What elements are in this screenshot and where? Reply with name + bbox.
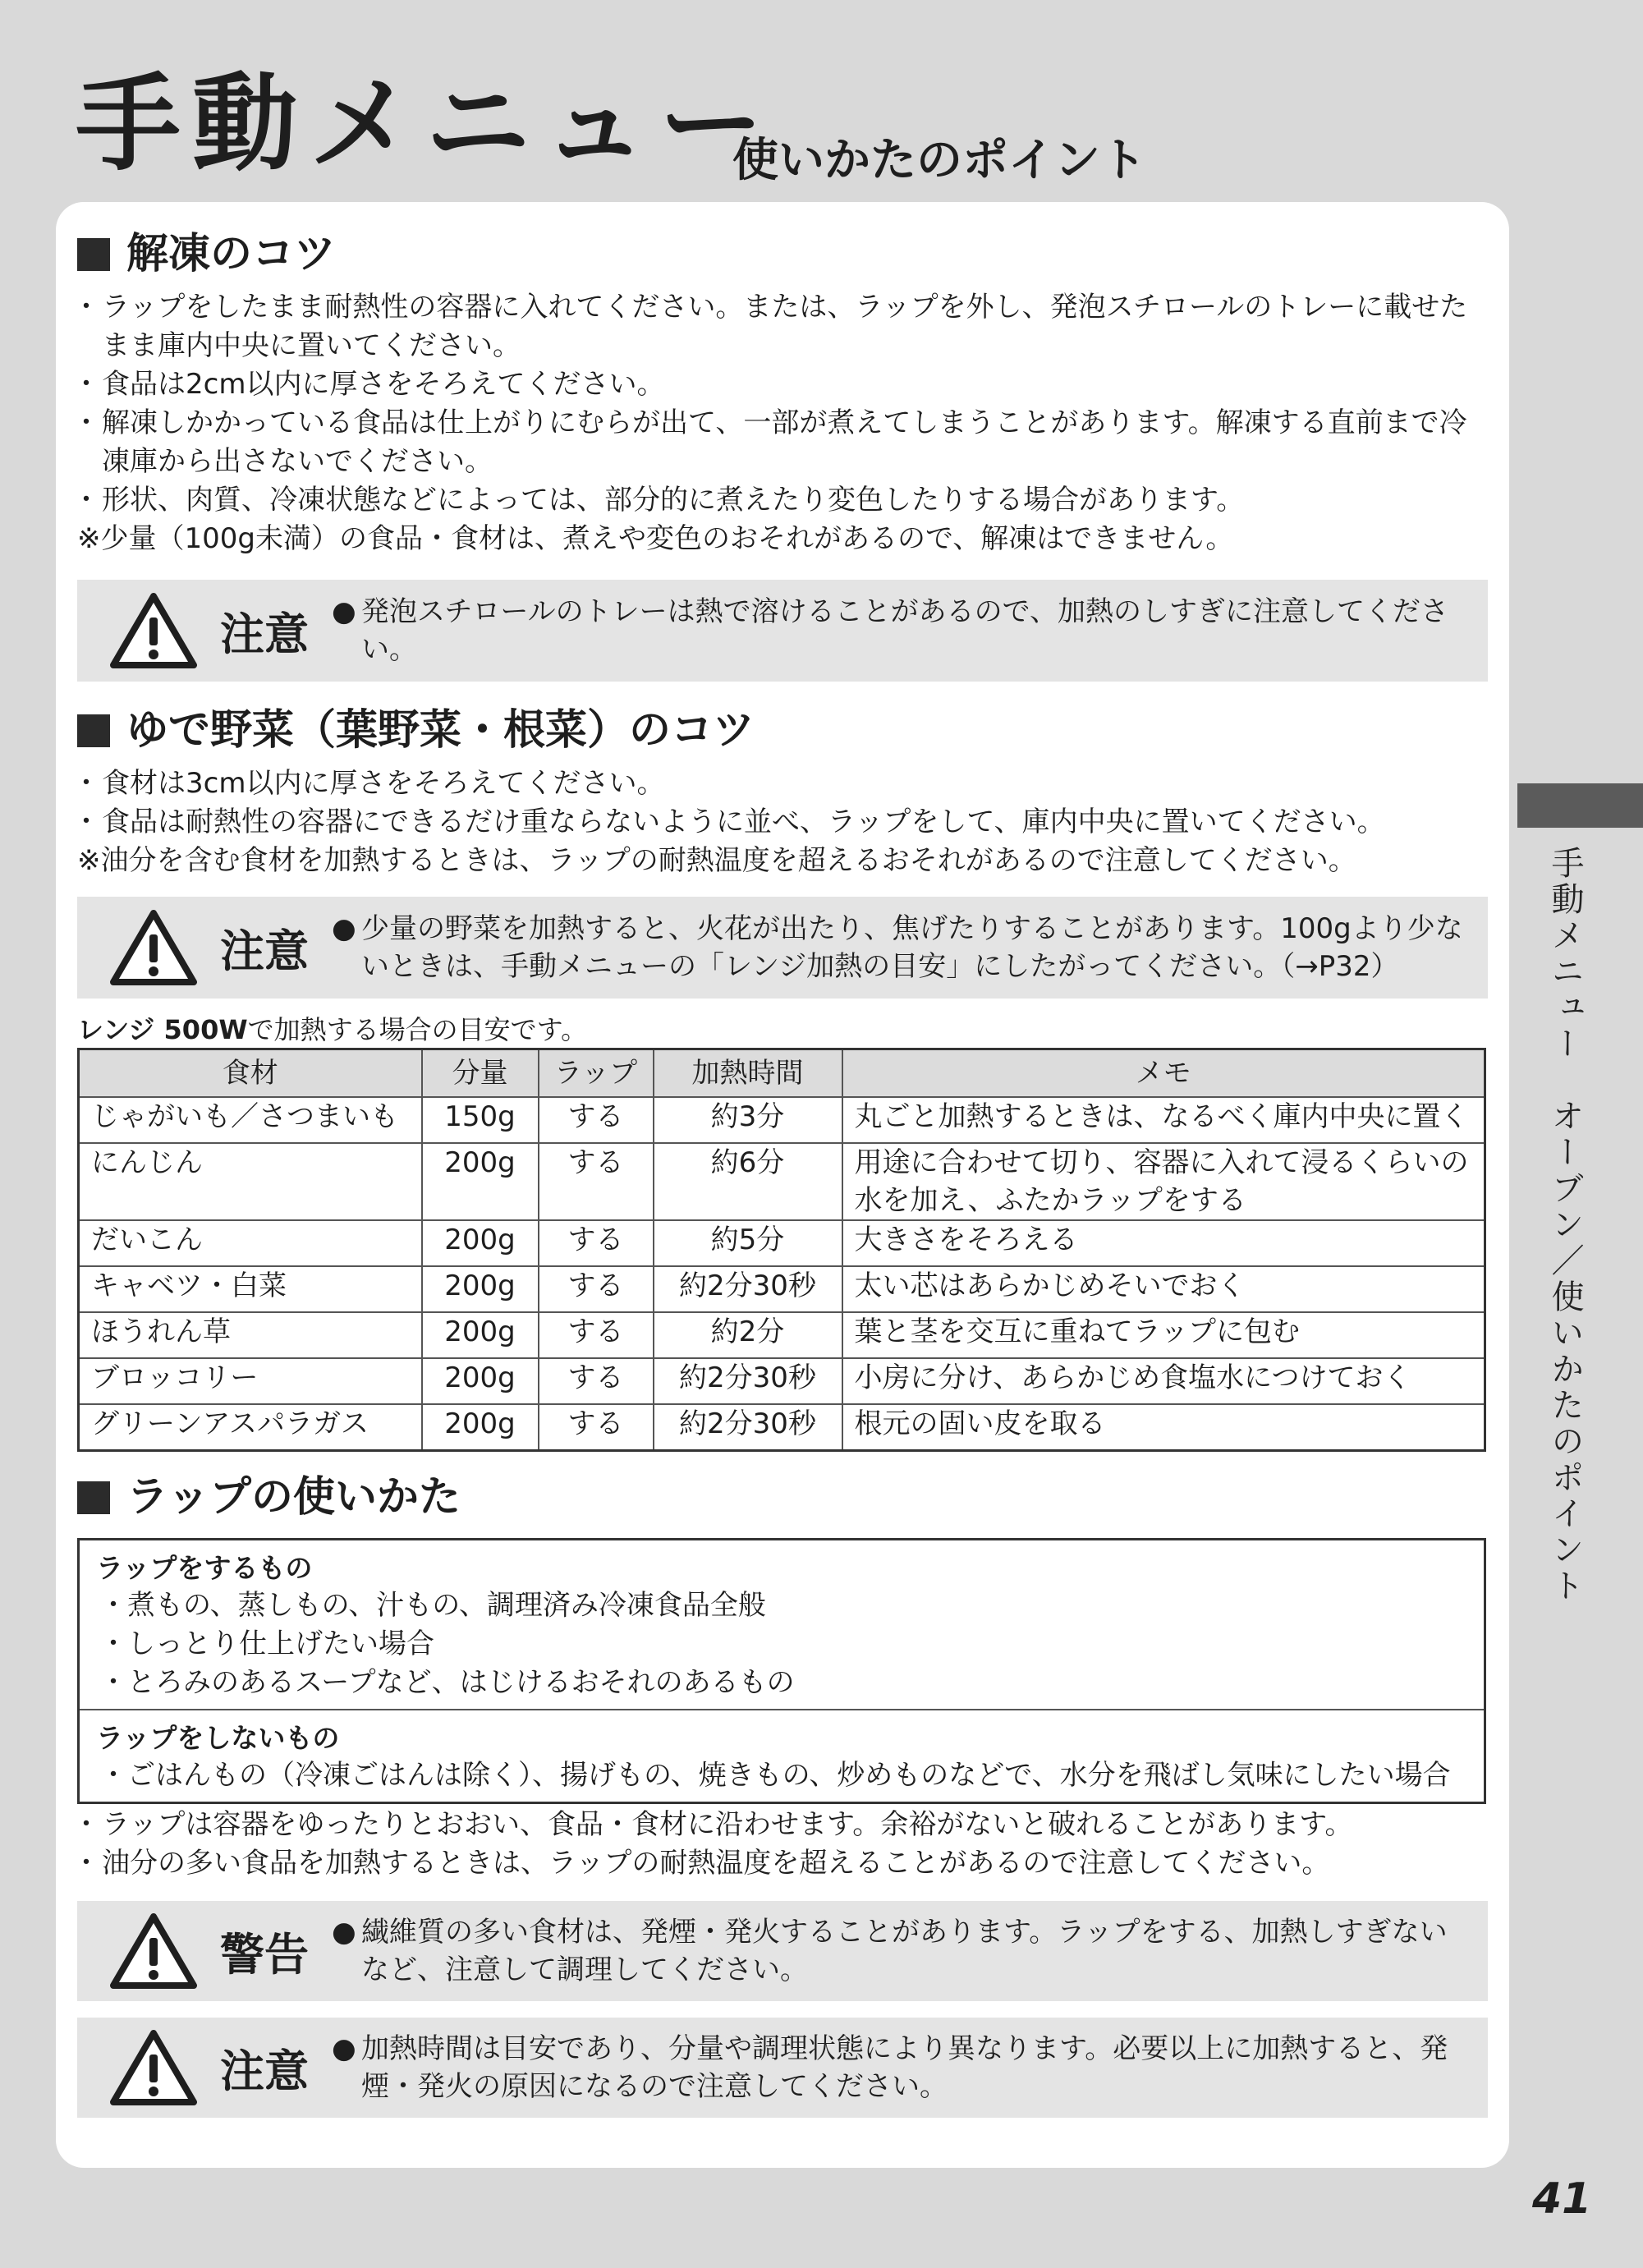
table-cell: する — [539, 1266, 654, 1312]
table-cell: 約6分 — [654, 1143, 842, 1220]
heating-guide-table — [77, 1048, 1486, 1452]
table-row — [79, 1266, 1485, 1312]
list-item: ・ 食品は2cm以内に厚さをそろえてください。 — [77, 365, 1488, 404]
table-cell: ブロッコリー — [79, 1358, 422, 1404]
square-bullet-icon — [77, 1481, 110, 1514]
table-cell: ほうれん草 — [79, 1312, 422, 1358]
veg-heading-text: ゆで野菜（葉野菜・根菜）のコツ — [126, 706, 755, 755]
table-cell: だいこん — [79, 1220, 422, 1266]
table-cell: にんじん — [79, 1143, 422, 1220]
table-cell: 200g — [422, 1220, 539, 1266]
caution-text: ● 発泡スチロールのトレーは熱で溶けることがあるので、加熱のしすぎに注意してください。 — [332, 593, 1488, 668]
wrap-nouse-list — [96, 1756, 1467, 1795]
table-cell: する — [539, 1097, 654, 1143]
table-caption-rest: で加熱する場合の目安です。 — [247, 1014, 588, 1045]
table-cell: 約2分 — [654, 1312, 842, 1358]
table-cell: 葉と茎を交互に重ねてラップに包む — [842, 1312, 1485, 1358]
square-bullet-icon — [77, 714, 110, 747]
table-cell: 約2分30秒 — [654, 1358, 842, 1404]
caution-label: 注意 — [220, 925, 309, 977]
list-item: ・ ラップは容器をゆったりとおおい、食品・食材に沿わせます。余裕がないと破れることがあります。 — [77, 1806, 1488, 1844]
warning-label: 警告 — [220, 1928, 309, 1981]
column-header: ラップ — [539, 1049, 654, 1098]
wrap-use-list — [96, 1586, 1467, 1702]
table-cell: する — [539, 1312, 654, 1358]
warning-triangle-icon — [108, 908, 199, 987]
veg-caution-box — [77, 897, 1488, 999]
table-cell: 約3分 — [654, 1097, 842, 1143]
warning-triangle-icon — [108, 1912, 199, 1990]
table-cell: 約5分 — [654, 1220, 842, 1266]
table-caption-bold: レンジ 500W — [77, 1014, 248, 1045]
table-cell: 200g — [422, 1404, 539, 1451]
list-item: ・ 煮もの、蒸しもの、汁もの、調理済み冷凍食品全般 — [99, 1586, 1467, 1625]
page-title: 手動メニュー — [76, 63, 776, 186]
list-item: ・ ラップをしたまま耐熱性の容器に入れてください。または、ラップを外し、発泡スチロールのトレーに載せたまま庫内中央に置いてください。 — [77, 288, 1488, 365]
table-cell: する — [539, 1358, 654, 1404]
table-cell: 用途に合わせて切り、容器に入れて浸るくらいの水を加え、ふたかラップをする — [842, 1143, 1485, 1220]
table-header-row — [79, 1049, 1485, 1098]
table-cell: する — [539, 1220, 654, 1266]
table-cell: 150g — [422, 1097, 539, 1143]
list-item: ・ 油分の多い食品を加熱するときは、ラップの耐熱温度を超えることがあるので注意してください。 — [77, 1844, 1488, 1883]
list-item: ・ 食品は耐熱性の容器にできるだけ重ならないように並べ、ラップをして、庫内中央に置いてください。 — [77, 803, 1488, 842]
list-item: ・ ごはんもの（冷凍ごはんは除く）、揚げもの、焼きもの、炒めものなどで、水分を飛ばし気味にしたい場合 — [99, 1756, 1467, 1795]
wrap-nouse-section — [80, 1709, 1484, 1802]
table-cell: 約2分30秒 — [654, 1404, 842, 1451]
page-number: 41 — [1532, 2174, 1592, 2224]
content-panel — [56, 202, 1509, 2168]
table-cell: キャベツ・白菜 — [79, 1266, 422, 1312]
table-cell: 200g — [422, 1266, 539, 1312]
list-item: ・ 形状、肉質、冷凍状態などによっては、部分的に煮えたり変色したりする場合があります。 — [77, 481, 1488, 520]
wrap-use-section — [80, 1540, 1484, 1709]
table-cell: 太い芯はあらかじめそいでおく — [842, 1266, 1485, 1312]
wrap-nouse-title: ラップをしないもの — [96, 1722, 340, 1754]
caution-text: ● 加熱時間は目安であり、分量や調理状態により異なります。必要以上に加熱すると、発煙・発火の原因になるので注意してください。 — [332, 2030, 1488, 2105]
thaw-note: ※少量（100g未満）の食品・食材は、煮えや変色のおそれがあるので、解凍はできません。 — [77, 522, 1234, 555]
wrap-heading-text: ラップの使いかた — [126, 1473, 461, 1522]
list-item: ・ しっとり仕上げたい場合 — [99, 1625, 1467, 1664]
wrap-warning-box — [77, 1901, 1488, 2001]
table-row — [79, 1312, 1485, 1358]
table-cell: 200g — [422, 1358, 539, 1404]
thaw-heading — [77, 230, 1488, 278]
table-cell: じゃがいも／さつまいも — [79, 1097, 422, 1143]
table-cell: 丸ごと加熱するときは、なるべく庫内中央に置く — [842, 1097, 1485, 1143]
veg-bullet-list — [77, 764, 1488, 842]
column-header: 加熱時間 — [654, 1049, 842, 1098]
veg-note: ※油分を含む食材を加熱するときは、ラップの耐熱温度を超えるおそれがあるので注意してください。 — [77, 844, 1356, 877]
caution-label: 注意 — [220, 2045, 309, 2097]
table-cell: する — [539, 1404, 654, 1451]
column-header: メモ — [842, 1049, 1485, 1098]
list-item: ・ 解凍しかかっている食品は仕上がりにむらが出て、一部が煮えてしまうことがあります。解凍する直前まで冷凍庫から出さないでください。 — [77, 404, 1488, 481]
wrap-use-title: ラップをするもの — [96, 1552, 313, 1584]
table-cell: 小房に分け、あらかじめ食塩水につけておく — [842, 1358, 1485, 1404]
table-cell: 約2分30秒 — [654, 1266, 842, 1312]
table-caption — [77, 1012, 1488, 1048]
table-row — [79, 1404, 1485, 1451]
column-header: 食材 — [79, 1049, 422, 1098]
warning-text: ● 繊維質の多い食材は、発煙・発火することがあります。ラップをする、加熱しすぎないなど、注意して調理してください。 — [332, 1913, 1488, 1989]
section-tab — [1517, 783, 1643, 828]
wrap-usage-box — [77, 1538, 1486, 1804]
warning-triangle-icon — [108, 2028, 199, 2107]
table-row — [79, 1220, 1485, 1266]
table-row — [79, 1143, 1485, 1220]
side-section-label: 手動メニュー オーブン／使いかたのポイント — [1546, 846, 1584, 1605]
wrap-caution-box — [77, 2018, 1488, 2118]
table-cell: 200g — [422, 1143, 539, 1220]
square-bullet-icon — [77, 238, 110, 271]
thaw-heading-text: 解凍のコツ — [126, 230, 337, 278]
caution-label: 注意 — [220, 608, 309, 660]
warning-triangle-icon — [108, 591, 199, 670]
table-cell: する — [539, 1143, 654, 1220]
thaw-bullet-list — [77, 288, 1488, 520]
veg-heading — [77, 706, 1488, 755]
page-subtitle: 使いかたのポイント — [732, 134, 1146, 187]
table-row — [79, 1097, 1485, 1143]
table-cell: 大きさをそろえる — [842, 1220, 1485, 1266]
caution-text: ● 少量の野菜を加熱すると、火花が出たり、焦げたりすることがあります。100gより少ないときは、手動メニューの「レンジ加熱の目安」にしたがってください。（→P32） — [332, 910, 1488, 985]
table-cell: 根元の固い皮を取る — [842, 1404, 1485, 1451]
wrap-heading — [77, 1473, 1488, 1522]
list-item: ・ 食材は3cm以内に厚さをそろえてください。 — [77, 764, 1488, 803]
column-header: 分量 — [422, 1049, 539, 1098]
thaw-caution-box — [77, 580, 1488, 682]
table-row — [79, 1358, 1485, 1404]
table-cell: グリーンアスパラガス — [79, 1404, 422, 1451]
wrap-bullet-list — [77, 1806, 1488, 1883]
table-cell: 200g — [422, 1312, 539, 1358]
list-item: ・ とろみのあるスープなど、はじけるおそれのあるもの — [99, 1664, 1467, 1702]
